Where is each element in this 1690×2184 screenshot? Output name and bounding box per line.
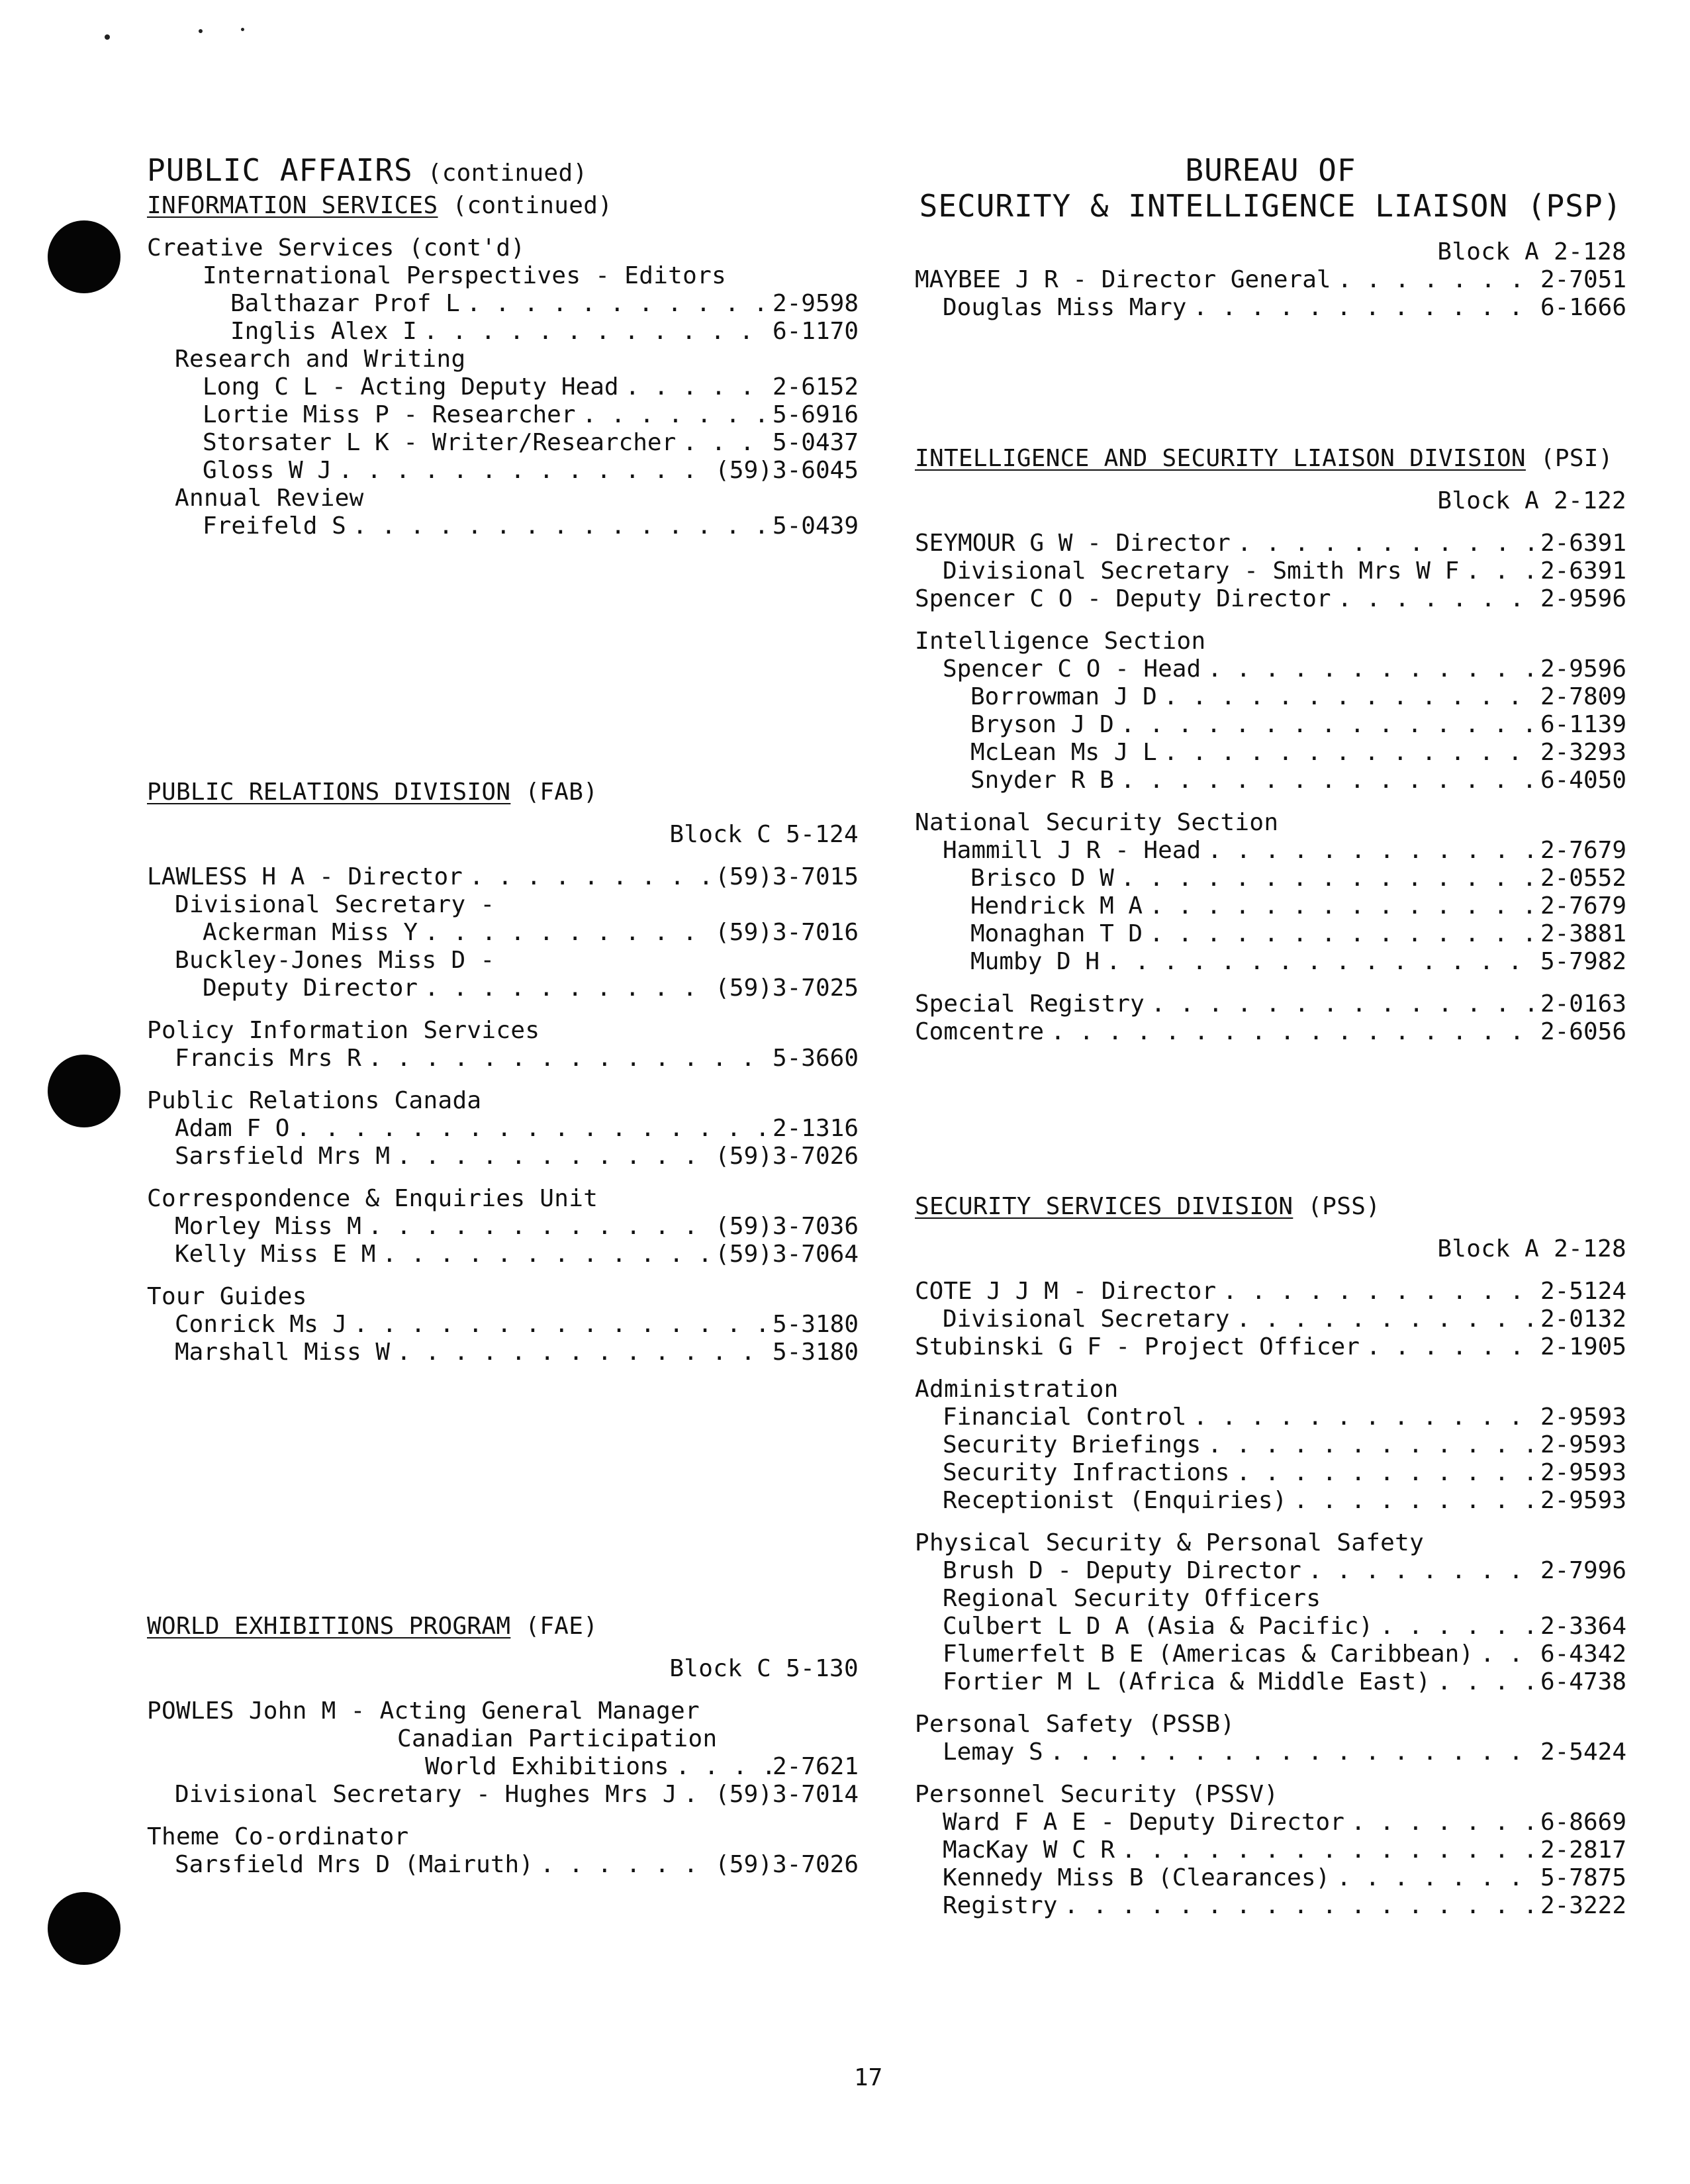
directory-entry	[915, 1864, 1626, 1892]
section-label: POWLES John M - Acting General Manager	[147, 1697, 700, 1725]
entry-phone: 2-7051	[1540, 266, 1626, 293]
entry-name: Gloss W J	[203, 457, 332, 484]
directory-entry	[147, 401, 859, 429]
directory-entry	[915, 1738, 1626, 1766]
leader-dots	[1287, 1487, 1540, 1515]
entry-list	[915, 1809, 1626, 1920]
entry-phone: 2-3881	[1540, 920, 1626, 947]
entry-name: Balthazar Prof L	[230, 290, 460, 317]
public-affairs-heading: PUBLIC AFFAIRS (continued)	[147, 152, 588, 188]
directory-entry: Hammill J R - Head . . . 2-7679	[915, 837, 1626, 865]
directory-entry	[915, 948, 1626, 976]
directory-entry	[147, 1339, 859, 1366]
directory-entry	[915, 1892, 1626, 1920]
leader-dots	[375, 1241, 715, 1268]
entry-name: Adam F O	[175, 1115, 290, 1142]
directory-entry: Ackerman Miss Y . . . (59)3-7016	[147, 919, 859, 947]
directory-entry: Brush D - Deputy Director . . . 2-7996	[915, 1557, 1626, 1585]
entry-phone: 2-7809	[1540, 683, 1626, 710]
section-label: Personal Safety (PSSB)	[915, 1711, 1235, 1738]
entry-list	[915, 865, 1626, 976]
directory-entry: Divisional Secretary - Smith Mrs W F . . . 2-6391	[915, 557, 1626, 585]
entry-phone: 6-1139	[1540, 711, 1626, 738]
leader-dots	[1044, 1018, 1540, 1046]
directory-entry	[147, 1045, 859, 1072]
directory-entry: Stubinski G F - Project Officer . . . 2-1905	[915, 1333, 1626, 1361]
entry-list	[147, 1851, 859, 1879]
entry-name: Comcentre	[915, 1018, 1045, 1045]
directory-entry	[915, 1640, 1626, 1668]
section-label: Administration	[915, 1376, 1119, 1403]
scan-speck	[241, 28, 244, 31]
entry-phone: 2-9593	[1540, 1431, 1626, 1458]
directory-entry	[915, 1403, 1626, 1431]
leader-dots	[1100, 948, 1540, 976]
entry-phone: 5-0437	[772, 429, 859, 456]
leader-dots	[1145, 990, 1540, 1018]
binder-hole-middle	[48, 1055, 120, 1127]
entry-phone: 2-6056	[1540, 1018, 1626, 1045]
section-label: Creative Services (cont'd)	[147, 234, 526, 261]
directory-entry	[147, 1143, 859, 1170]
directory-entry	[915, 767, 1626, 794]
directory-entry	[915, 990, 1626, 1018]
entry-name: Douglas Miss Mary	[943, 294, 1187, 321]
directory-entry	[915, 1431, 1626, 1459]
entry-name: Financial Control	[943, 1403, 1187, 1431]
directory-entry	[147, 290, 859, 318]
entry-list	[147, 1045, 859, 1072]
directory-entry	[147, 1311, 859, 1339]
leader-dots	[1201, 1431, 1540, 1459]
directory-entry	[915, 739, 1626, 767]
entry-phone: 2-0163	[1540, 990, 1626, 1018]
entry-phone: 2-3364	[1540, 1613, 1626, 1640]
entry-name: Sarsfield Mrs M	[175, 1143, 391, 1170]
leader-dots	[1114, 767, 1540, 794]
section-label: Annual Review	[175, 485, 364, 512]
entry-name: Security Briefings	[943, 1431, 1201, 1458]
left-column	[147, 152, 859, 1879]
binder-hole-bottom	[48, 1892, 120, 1965]
entry-phone: (59)3-7026	[715, 1851, 859, 1878]
entry-list	[147, 373, 859, 485]
directory-entry	[915, 1613, 1626, 1640]
section-label: Policy Information Services	[147, 1017, 540, 1044]
entry-name: Kennedy Miss B (Clearances)	[943, 1864, 1331, 1891]
wep-heading: WORLD EXHIBITIONS PROGRAM (FAE)	[147, 1613, 598, 1640]
section-label: Public Relations Canada	[147, 1087, 482, 1114]
leader-dots	[1114, 865, 1540, 892]
block-label: Block A 2-128	[1437, 1235, 1626, 1262]
directory-entry	[915, 683, 1626, 711]
section-label: Buckley-Jones Miss D -	[175, 947, 495, 974]
entry-name: Morley Miss M	[175, 1213, 361, 1240]
directory-entry	[147, 1241, 859, 1268]
entry-phone: (59)3-7064	[715, 1241, 859, 1268]
directory-entry	[915, 1809, 1626, 1836]
entry-name: Fortier M L (Africa & Middle East)	[943, 1668, 1431, 1695]
leader-dots	[1330, 1864, 1540, 1892]
scan-speck	[105, 34, 110, 40]
leader-dots	[1115, 1836, 1540, 1864]
directory-entry	[915, 1459, 1626, 1487]
directory-entry	[915, 892, 1626, 920]
section-label: Regional Security Officers	[943, 1585, 1321, 1612]
leader-dots	[1043, 1738, 1540, 1766]
section-label: Intelligence Section	[915, 628, 1206, 655]
directory-entry	[147, 512, 859, 540]
entry-name: Lortie Miss P - Researcher	[203, 401, 576, 428]
entry-phone: 5-0439	[772, 512, 859, 540]
directory-entry	[915, 1668, 1626, 1696]
entry-name: Marshall Miss W	[175, 1339, 391, 1366]
entry-phone: (59)3-6045	[715, 457, 859, 484]
entry-phone: 6-4342	[1540, 1640, 1626, 1668]
entry-list	[915, 266, 1626, 322]
leader-dots	[1114, 711, 1540, 739]
entry-phone: 6-4050	[1540, 767, 1626, 794]
entry-phone: 5-3180	[772, 1311, 859, 1338]
psi-heading: INTELLIGENCE AND SECURITY LIAISON DIVISION (PSI)	[915, 445, 1613, 472]
block-label: Block A 2-122	[1437, 487, 1626, 514]
entry-name: Long C L - Acting Deputy Head	[203, 373, 619, 401]
entry-name: Francis Mrs R	[175, 1045, 361, 1072]
entry-name: Borrowman J D	[970, 683, 1157, 710]
entry-phone: 2-9593	[1540, 1403, 1626, 1431]
entry-phone: 5-6916	[772, 401, 859, 428]
leader-dots	[1157, 739, 1540, 767]
entry-phone: 2-3293	[1540, 739, 1626, 766]
entry-list	[147, 512, 859, 540]
entry-name: Kelly Miss E M	[175, 1241, 376, 1268]
right-column	[915, 152, 1626, 1920]
entry-name: Freifeld S	[203, 512, 346, 540]
leader-dots	[1157, 683, 1540, 711]
entry-phone: 2-3222	[1540, 1892, 1626, 1919]
entry-list	[147, 290, 859, 346]
entry-phone: 5-3660	[772, 1045, 859, 1072]
entry-phone: (59)3-7036	[715, 1213, 859, 1240]
entry-phone: 2-9593	[1540, 1487, 1626, 1514]
leader-dots	[1431, 1668, 1540, 1696]
entry-name: Security Infractions	[943, 1459, 1230, 1486]
leader-dots	[1186, 1403, 1540, 1431]
entry-phone: 2-0552	[1540, 865, 1626, 892]
leader-dots	[619, 373, 773, 401]
entry-phone: 6-1666	[1540, 294, 1626, 321]
leader-dots	[361, 1213, 715, 1241]
leader-dots	[576, 401, 773, 429]
entry-list	[147, 1115, 859, 1170]
block-label: Block A 2-128	[1437, 238, 1626, 265]
directory-entry	[915, 1836, 1626, 1864]
entry-phone: 5-3180	[772, 1339, 859, 1366]
entry-name: Flumerfelt B E (Americas & Caribbean)	[943, 1640, 1474, 1668]
entry-phone: 2-6152	[772, 373, 859, 401]
bureau-title: BUREAU OF	[1185, 152, 1356, 188]
section-label: Physical Security & Personal Safety	[915, 1529, 1425, 1556]
entry-list	[915, 1403, 1626, 1515]
section-label: Research and Writing	[175, 346, 466, 373]
leader-dots	[346, 512, 773, 540]
leader-dots	[390, 1339, 773, 1366]
directory-entry	[915, 1487, 1626, 1515]
entry-name: Monaghan T D	[970, 920, 1143, 947]
leader-dots	[1143, 920, 1540, 948]
directory-entry: Spencer C O - Deputy Director . . . 2-9596	[915, 585, 1626, 613]
leader-dots	[332, 457, 715, 485]
entry-list	[915, 1738, 1626, 1766]
entry-name: MacKay W C R	[943, 1836, 1115, 1864]
leader-dots	[1344, 1809, 1540, 1836]
leader-dots	[676, 429, 773, 457]
entry-name: Mumby D H	[970, 948, 1100, 975]
leader-dots	[1373, 1613, 1540, 1640]
entry-name: Bryson J D	[970, 711, 1114, 738]
entry-list	[915, 1613, 1626, 1696]
directory-entry: Divisional Secretary . . . 2-0132	[915, 1306, 1626, 1333]
directory-entry	[147, 429, 859, 457]
directory-entry	[147, 373, 859, 401]
leader-dots	[417, 318, 773, 346]
directory-entry	[915, 294, 1626, 322]
entry-phone: (59)3-7026	[715, 1143, 859, 1170]
leader-dots	[1143, 892, 1540, 920]
entry-name: Ward F A E - Deputy Director	[943, 1809, 1344, 1836]
directory-entry	[147, 1213, 859, 1241]
entry-name: Brisco D W	[970, 865, 1114, 892]
block-label: Block C 5-124	[669, 821, 859, 848]
entry-name: Special Registry	[915, 990, 1145, 1018]
entry-name: Receptionist (Enquiries)	[943, 1487, 1288, 1514]
section-label: Personnel Security (PSSV)	[915, 1781, 1279, 1808]
section-label: Divisional Secretary -	[175, 891, 495, 918]
entry-phone: 5-7982	[1540, 948, 1626, 975]
leader-dots	[1186, 294, 1540, 322]
section-label: International Perspectives - Editors	[203, 262, 727, 289]
entry-name: Hendrick M A	[970, 892, 1143, 920]
directory-entry: Deputy Director . . . (59)3-7025	[147, 974, 859, 1002]
leader-dots	[361, 1045, 773, 1072]
directory-entry	[915, 266, 1626, 294]
leader-dots	[534, 1851, 715, 1879]
entry-name: Registry	[943, 1892, 1058, 1919]
entry-name: Lemay S	[943, 1738, 1043, 1766]
section-label: Theme Co-ordinator	[147, 1823, 409, 1850]
entry-phone: 5-7875	[1540, 1864, 1626, 1891]
entry-name: Culbert L D A (Asia & Pacific)	[943, 1613, 1374, 1640]
directory-entry	[147, 318, 859, 346]
leader-dots	[460, 290, 773, 318]
directory-entry	[915, 920, 1626, 948]
entry-name: Sarsfield Mrs D (Mairuth)	[175, 1851, 534, 1878]
leader-dots	[1331, 266, 1540, 294]
directory-entry: COTE J J M - Director . . . 2-5124	[915, 1278, 1626, 1306]
directory-entry: World Exhibitions . . . 2-7621	[147, 1753, 859, 1781]
entry-name: McLean Ms J L	[970, 739, 1157, 766]
entry-phone: 6-1170	[772, 318, 859, 345]
entry-phone: 6-8669	[1540, 1809, 1626, 1836]
block-label: Block C 5-130	[669, 1655, 859, 1682]
entry-phone: 2-9598	[772, 290, 859, 317]
entry-name: Snyder R B	[970, 767, 1114, 794]
page-number: 17	[854, 2064, 883, 2091]
entry-phone: 2-1316	[772, 1115, 859, 1142]
entry-name: MAYBEE J R - Director General	[915, 266, 1331, 293]
entry-phone: 2-9593	[1540, 1459, 1626, 1486]
section-label: Correspondence & Enquiries Unit	[147, 1185, 598, 1212]
entry-list	[147, 1213, 859, 1268]
entry-name: Storsater L K - Writer/Researcher	[203, 429, 677, 456]
scan-speck	[199, 29, 203, 33]
prd-heading: PUBLIC RELATIONS DIVISION (FAB)	[147, 779, 598, 806]
directory-entry	[147, 1851, 859, 1879]
binder-hole-top	[48, 220, 120, 293]
leader-dots	[1229, 1459, 1540, 1487]
directory-entry: Divisional Secretary - Hughes Mrs J . . . (59)3-7014	[147, 1781, 859, 1809]
pss-heading: SECURITY SERVICES DIVISION (PSS)	[915, 1193, 1381, 1220]
entry-phone: 6-4738	[1540, 1668, 1626, 1695]
entry-phone: 2-7679	[1540, 892, 1626, 920]
entry-list	[915, 990, 1626, 1046]
section-label: Canadian Participation	[397, 1725, 718, 1752]
directory-entry	[915, 865, 1626, 892]
directory-entry	[147, 1115, 859, 1143]
directory-entry	[915, 1018, 1626, 1046]
directory-entry	[915, 711, 1626, 739]
bureau-title: SECURITY & INTELLIGENCE LIAISON (PSP)	[919, 188, 1622, 224]
directory-entry	[147, 457, 859, 485]
entry-list	[147, 1311, 859, 1366]
entry-list	[915, 683, 1626, 794]
leader-dots	[1057, 1892, 1540, 1920]
information-services-heading: INFORMATION SERVICES (continued)	[147, 192, 613, 219]
leader-dots	[390, 1143, 715, 1170]
directory-entry: LAWLESS H A - Director . . . (59)3-7015	[147, 863, 859, 891]
leader-dots	[1474, 1640, 1540, 1668]
leader-dots	[289, 1115, 773, 1143]
directory-entry: SEYMOUR G W - Director . . . 2-6391	[915, 530, 1626, 557]
section-label: National Security Section	[915, 809, 1279, 836]
entry-name: Inglis Alex I	[230, 318, 417, 345]
directory-entry: Spencer C O - Head . . . 2-9596	[915, 655, 1626, 683]
entry-phone: 2-2817	[1540, 1836, 1626, 1864]
entry-phone: 2-5424	[1540, 1738, 1626, 1766]
leader-dots	[347, 1311, 773, 1339]
entry-name: Conrick Ms J	[175, 1311, 348, 1338]
section-label: Tour Guides	[147, 1283, 307, 1310]
